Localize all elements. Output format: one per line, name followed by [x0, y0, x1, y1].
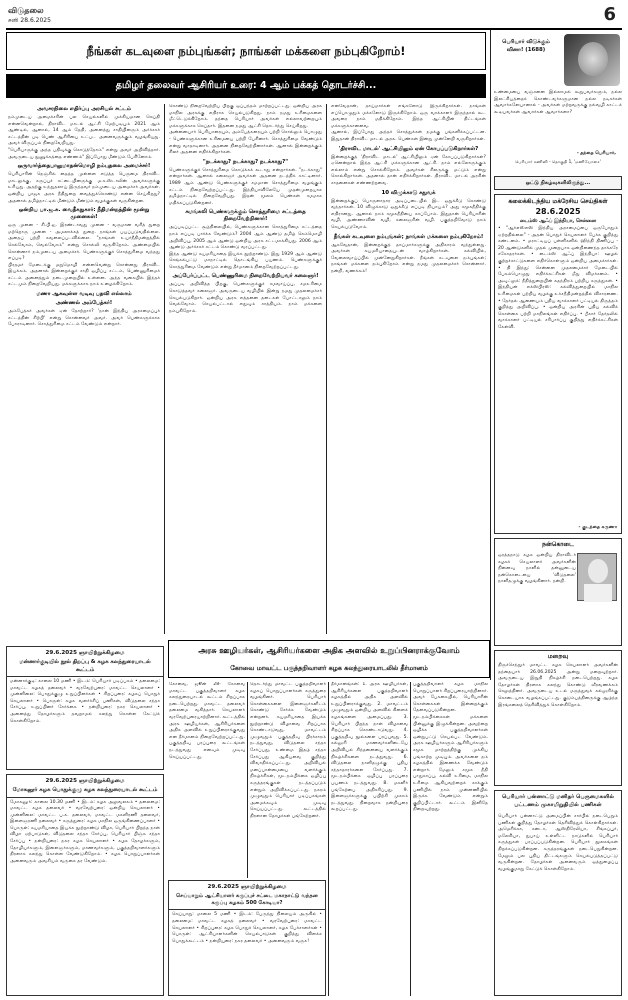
- column-3-body-5: ஆகவேதான், இன்றைக்குத் தாய்மார்களுக்கு அதிகாரம் வந்துள்ளது. அவர்கள் சுயமரியாதையுடன் வாழ்கிறார்கள். கல்வியில், வேலைவாய்ப்பில் முன்னேறுகிறார்கள். நீங்கள் கடவுளை நம்புங்கள்; நாங்கள் மக்களை நம்புகிறோம் என்று நமது முதலமைச்சர் சொன்னார். நன்றி, வணக்கம்!: [331, 242, 486, 274]
- banner-subhead: தமிழர் தலைவர் ஆசிரியர் உரை: 4 ஆம் பக்கத் தொடர்ச்சி...: [115, 80, 377, 91]
- event-1-date: 29.6.2025 ஞாயிற்றுக்கிழமை: [45, 650, 125, 656]
- event-3-body: செய்யாறு: மாலை 5 மணி • இடம்: பேருந்து நிலையம் அருகில் • தலைமை: மாவட்ட கழகத் தலைவர் • வரவேற்புரை: மாவட்ட செயலாளர் • சிறப்புரை: கழக பொதுச் செயலாளர், கழக பேச்சாளர்கள் • பொருள்: ஆட்சியாளர்களின் செயல்பாடுகள் குறித்து விளக்க பொதுக்கூட்டம் • நன்றியுரை: நகர தலைவர் • அனைவரும் வருக!: [172, 912, 322, 944]
- column-2-heading-1: "நடக்காது? நடக்காது? நடக்காது?": [202, 158, 289, 165]
- middle-rule-3: [410, 682, 411, 996]
- middle-article-col-1: [169, 682, 245, 878]
- column-2-body-5: இந்த ஆண்டு சுயமரியாதை இயக்க நூற்றாண்டு. இது 1929 ஆம் ஆண்டு செங்கல்பட்டு மாநாட்டில் தொடங்கிய பயணம். பெண்களுக்குச் சொத்துரிமை வேண்டும் என்று தீர்மானம் நிறைவேற்றப்பட்டது.: [169, 251, 322, 270]
- marappu-title: மறைவு: [547, 653, 569, 660]
- ottu-label-bar: [494, 176, 622, 190]
- donation-box: [494, 538, 622, 646]
- column-1-body-2: "பெரியாருக்கு அந்த பதிவுக்கு கொடுத்தோம்" என்று அவர் அறிவித்தார். அவருடைய நுணுக்கத்தை எண்ணம்" இப்போது மீண்டும் பேசினோம்.: [8, 147, 160, 160]
- middle-article-col-3: [331, 682, 408, 996]
- middle-col-2-text: தொடர்ந்து மாவட்ட பகுத்தறிவாளர் கழகப் பொறுப்பாளர்கள் கருத்துரை வழங்கினர். பெரியார் கொள்கைகளை இளைஞர்களிடம் கொண்டு சேர்க்க வேண்டும் என்றனர். சுயமரியாதை இயக்க நூற்றாண்டு விழாவை சிறப்பாக கொண்டாடுவது, மாவட்டம் முழுவதும் பகுத்தறிவு பிரச்சாரம் நடத்துவது, விடுதலை சந்தா சேர்ப்பது, உண்மை இதழ் சந்தா சேர்ப்பது ஆகியவை குறித்து விவாதிக்கப்பட்டது. அறிவியல் மனப்பான்மையை வளர்க்கும் நிகழ்ச்சிகள், மூடநம்பிக்கை ஒழிப்பு கருத்தரங்குகள் நடத்தப்படும் என்றும் அறிவிக்கப்பட்டது. நகரம் முழுவதும் பெரியார் படிப்பகங்கள் அமைக்கவும் முடிவு செய்யப்பட்டது. கூட்டத்தில் திரளான தோழர்கள் பங்கேற்றனர்.: [250, 682, 326, 819]
- periyar-international-box: [494, 790, 622, 996]
- middle-col-4-text: பகுத்தறிவாளர் கழக மாநில பொறுப்பாளர் சிறப்புரையாற்றினார். அவர் பேசுகையில், பெரியாரின் கொள்கைகள் இன்றைக்கும் தேவைப்படுகின்றன. மூடநம்பிக்கைகள் மக்களை பின்னுக்கு இழுக்கின்றன. அவற்றை ஒழிக்க பகுத்தறிவாளர்கள் ஒன்றுபட்டு செயல்பட வேண்டும். அரசு ஊழியர்களும் ஆசிரியர்களும் சமூக மாற்றத்திற்கு முக்கிய பங்காற்ற முடியும். அவர்களை நம் கழகத்தில் இணைக்க வேண்டும் என்றார். மேலும் சமூக நீதி பாதுகாப்பு, கல்வி உரிமை, மாநில உரிமை ஆகியவற்றைக் காக்கும் பணியில் நாம் முன்னணியில் இருக்க வேண்டும் என்றும் குறிப்பிட்டார். கூட்டம் இனிதே நிறைவுற்றது.: [413, 682, 488, 813]
- col-rule-2: [326, 104, 327, 634]
- middle-headline-box: [168, 640, 490, 678]
- quiz-title: பெரியார் விடுக்கும் வினா! (1688): [502, 39, 550, 53]
- column-2-heading-2: சுமங்கலி பெண்களுக்கும் சொத்துரிமை சட்டத்தை நிறைவேற்றினார்!: [185, 209, 306, 223]
- event-1-title: மன்னார்குடியில் நூல் திறப்பு & கழக கலந்துரையாடல் கூட்டம்: [7, 657, 163, 677]
- event-2-body: மோகனூர்: காலை 10.30 மணி • இடம்: கழக அலுவலகம் • தலைமை: மாவட்ட கழக தலைவர் • வரவேற்புரை: ஒன்றிய செயலாளர் • முன்னிலை: மாவட்ட ப.க. தலைவர், மாவட்ட மகளிரணி தலைவர், இளைஞரணி தலைவர் • கருத்துரை: கழக மாநில ஒருங்கிணைப்பாளர் • பொருள்: சுயமரியாதை இயக்க நூற்றாண்டு விழா, பெரியார் பிறந்த நாள் விழா ஏற்பாடுகள், விடுதலை சந்தா சேர்ப்பு, பெரியார் பிஞ்சு சந்தா சேர்ப்பு • நன்றியுரை: நகர கழக செயலாளர் • கழக தோழர்களும், தோழியர்களும், இளைஞர்களும், மாணவர்களும், பகுத்தறிவாளர்களும் திரளாக கலந்து கொள்ள வேண்டுகிறோம். • கழக பொறுப்பாளர்கள் அனைவரும் அவசியம் வருகை தர வேண்டும்.: [10, 799, 160, 864]
- periyar-international-body: பெரியார் பன்னாட்டு அமைப்பின் சார்பில் நடைபெறும் பணிகள் குறித்து தோழர்கள் தெரிவித்துக் கொள்கிறார்கள். அமெரிக்கா, கனடா, ஆஸ்திரேலியா, சிங்கப்பூர், மலேசியா, துபாய் உள்ளிட்ட நாடுகளில் பெரியார் கருத்துகள் பரப்பப்படுகின்றன. பெரியார் நூலகங்கள் திறக்கப்படுகின்றன. கருத்தரங்குகள் நடைபெறுகின்றன. மேலும் பல புதிய திட்டங்களும் செயல்படுத்தப்பட்டு வருகின்றன. தோழர்கள் அனைவரும் ஒத்துழைப்பு வழங்குமாறு கேட்டுக் கொள்கிறோம்.: [498, 814, 618, 872]
- middle-rule-2: [328, 682, 329, 996]
- event-3-title: செய்யாறும் ஆட்சியாளர் கருப்புச் சட்டை மகாநாட்டு வந்தன கருப்பு கழகம் 500 கோடியா?: [169, 891, 325, 910]
- article-column-3: [331, 104, 486, 634]
- column-1-body-1: நம்முடைய அமைச்சரின் பல செயல்களில் முக்கியமான செய்தி என்னவென்றால், திராவிட மாடல் ஆட்சி மேற்படியும் 2021 ஆம் ஆண்டில், ஆனால், 14 ஆம் தேதி, அனைத்து சாதியினரும் அர்ச்சகர் சட்டத்தின் படி பெண் ஆசிரியை உட்பட அனைவருக்கும் வழங்கியது. அவர் விருப்பம் நிறைவேறியது.: [8, 115, 160, 147]
- event-3-date: 29.6.2025 ஞாயிற்றுக்கிழமை: [207, 884, 287, 890]
- periyar-quiz-box: [494, 32, 622, 172]
- middle-headline: அரசு ஊழியர்கள், ஆசிரியர்களை அதிக அளவில் உறுப்பினராக்குவோம்: [198, 646, 460, 655]
- column-3-heading-3: நீங்கள் கடவுளை நம்புங்கள்; நாங்கள் மக்களை நம்புகிறோம்!: [333, 233, 484, 240]
- issue-date: சனி 28.6.2025: [8, 17, 51, 24]
- column-3-body-2: ஆனால், இப்போது அந்தச் சொத்துக்கள் நமக்கு பங்களிக்கப்பட்டன. இதுதான் திராவிட மாடல் அரசு. பெண்கள் இன்று முன்னேறி வருகிறார்கள்.: [331, 130, 486, 142]
- article-column-1: [8, 104, 160, 644]
- column-1-heading-5: அண்ணல் அம்பேத்கர்!: [55, 300, 113, 307]
- column-2-body-6: அப்படி அறிவித்த பிறகு, பெண்களுக்குச் சமவாய்ப்பு, சமஉரிமை கொடுத்தவர் கலைஞர். அவருடைய வழியில் இன்று நமது முதலமைச்சர் செயல்படுகிறார். ஒன்றிய அரசு எத்தனை தடைகள் போட்டாலும் நாம் வெல்வோம். செயல்பட்டால் எதுவும் சாத்தியம். நாம் மக்களை நம்புகிறோம்.: [169, 282, 322, 314]
- event-notice-2: [6, 774, 164, 996]
- news-digest-date: 28.6.2025: [535, 207, 581, 216]
- col-rule-1: [164, 104, 165, 634]
- newspaper-name: விடுதலை: [8, 6, 44, 15]
- marappu-box: [494, 650, 622, 786]
- column-1-heading-2: ஒருவார்த்தைபாலுமாதன்மொழி நம்புதலை அமைச்சர்!: [17, 163, 151, 170]
- periyar-international-title: பெரியார் பன்னாட்டு மனிதர் பெருமைகளில் பட்டணம் முகாமிறுதியில் பணிகள்: [501, 794, 615, 808]
- middle-col-3-text: தீர்மானங்கள்: 1. அரசு ஊழியர்கள், ஆசிரியர்களை பகுத்தறிவாளர் கழகத்தில் அதிக அளவில் உறுப்பினராக்குவது. 2. மாவட்டம் முழுவதும் ஒன்றிய அளவில் கிளைக் கழகங்களை அமைப்பது. 3. பெரியார் பிறந்த நாள் விழாவை சிறப்பாக கொண்டாடுவது. 4. பகுத்தறிவு நூல்களை பரப்புவது. 5. கல்லூரி மாணவர்களிடையே அறிவியல் சிந்தனையை வளர்க்கும் நிகழ்ச்சிகளை நடத்துவது. 6. விடுதலை நாளிதழுக்கு புதிய சந்தாதாரர்களை சேர்ப்பது. 7. மூடநம்பிக்கை ஒழிப்பு பரப்புரை பயணம் நடத்துவது. 8. மகளிர் பங்கேற்பை அதிகரிப்பது. 9. இளைஞர்களுக்கு பயிற்சி முகாம் நடத்துவது. நிறைவாக நன்றியுரை கூறப்பட்டது.: [331, 682, 408, 813]
- news-digest-source: டைம்ஸ் ஆஃப் இந்தியா, சென்னை: [519, 219, 597, 224]
- col-rule-3: [490, 30, 491, 680]
- news-digest-title: கலைக்கிடந்திய மக்ரேசிய செய்திகள்: [508, 198, 608, 205]
- donation-title: நன்கொடை: [542, 541, 574, 548]
- donation-photo: [577, 553, 617, 601]
- column-1-heading-4: மணா ஆகவுள்ள வடிவு பதவி எல்லாம்: [36, 291, 132, 298]
- column-1-body-5: பிரதமர் மேடைக்கு மறுமொழி என்னவென்று சொன்னது திராவிட இயக்கம். அதனால் இன்றைக்குச் சாதி ஒழிப்பு சட்டம், பெண்ணுரிமைச் சட்டம் அனைத்தும் நடைமுறையில் உள்ளன. அந்த வகையில் இந்தச் சட்டமும் நிறைவேறியது. மக்களுக்காக நாம் உழைக்கிறோம்.: [8, 262, 160, 288]
- event-2-date: 29.6.2025 ஞாயிற்றுக்கிழமை: [45, 778, 125, 784]
- header: [6, 4, 622, 30]
- column-1-body-4: ஒரு முனை - சி.பி.ஐ. இரண்டாவது முனை - வருமான வரித் துறை மற்றொரு முனை - அமலாக்கத் துறை. நாங்கள் பயப்படுவதில்லை. அதைப் பற்றி கவலைப்படவில்லை. "நாங்கள் உயர்நீதிமன்றத்தில் செல்வோம், வெல்வோம்" என்று சொல்லி வருகிறோம். அண்மையில் சொன்னார் நம்முடைய அமைச்சர். பெண்களுக்குச் சொத்துரிமை வந்தது எப்படி?: [8, 223, 160, 262]
- column-2-body-2: அன்னையார் பெரியாரையும், அம்பேத்கரையும் பற்றி சொல்லும் பொழுது - பெண்களுக்கான உரிமையை பற்றி பேசினார். சொத்துரிமை வேண்டும் என்று வாதாடினார். அதனை நிறைவேற்றினார்கள். ஆனால் இன்றைக்கும் சிலர் அதனை எதிர்க்கிறார்கள்.: [169, 130, 322, 156]
- banner-headline-box: [6, 32, 486, 70]
- middle-col-1-text: கோவை, ஜூன் 28- கோவை மாவட்ட பகுத்தறிவாளர் கழக கலந்துரையாடல் கூட்டம் சிறப்பாக நடைபெற்றது. மாவட்ட தலைவர் தலைமை வகித்தார். செயலாளர் வரவேற்புரையாற்றினார். கூட்டத்தில் அரசு ஊழியர்கள், ஆசிரியர்களை அதிக அளவில் உறுப்பினராக்குவது என தீர்மானம் நிறைவேற்றப்பட்டது. பகுத்தறிவு பரப்புரை கூட்டங்கள் நடத்துவது எனவும் முடிவு செய்யப்பட்டது.: [169, 682, 245, 760]
- event-notice-3: [168, 880, 326, 996]
- column-1-body-3: பெரியாரின் நெஞ்சில் தைத்த முள்ளை எடுத்த பெருமை திராவிட மாடலுக்கு, கருப்புச் சட்டையினருக்கு ம.க.ஸ்டாலின் அவர்களுக்கு உரியது. அதற்கு உந்துதலாய் இருந்தவர் நம்முடைய அமைச்சர் அவர்கள். ஒன்றிய பாஜக அரசு நீதிதுறை வைத்துக்கொண்டு என்ன செய்கிறது? அதனால் தமிழ்நாட்டில் மீண்டும் மீண்டும் வழக்குகள் வருகின்றன.: [8, 172, 160, 204]
- column-3-body-3: இன்றைக்குத் 'திராவிட மாடல்' ஆட்சியிலும் ஏன் கோபப்படுகிறார்கள்? ஏனென்றால் இந்த ஆட்சி மக்களுக்கான ஆட்சி. நாம் எல்லோருக்கும் எல்லாம் என்று சொல்கிறோம். அவர்கள் சிலருக்கு மட்டும் என்று சொல்கிறார்கள். அதனால் தான் எதிர்க்கிறார்கள். திராவிட மாடல் அரசின் சாதனைகள் எண்ணற்றவை.: [331, 154, 486, 186]
- quiz-quote-source: பெரியார் கணினி - தொகுதி 1, 'மணியோசை': [515, 159, 601, 164]
- event-1-body: மன்னார்குடி: காலை 10 மணி • இடம்: பெரியார் படிப்பகம் • தலைமை: மாவட்ட கழகத் தலைவர் • வரவேற்புரை: மாவட்ட செயலாளர் • முன்னிலை: பொதுக்குழு உறுப்பினர்கள் • சிறப்புரை: கழகப் பொதுச் செயலாளர் • பொருள்: கழக வளர்ச்சிப் பணிகள், விடுதலை சந்தா சேர்ப்பு, உறுப்பினர் சேர்க்கை • நன்றியுரை: நகர செயலாளர் • அனைத்து தோழர்களும் தவறாமல் கலந்து கொள்ள கேட்டுக் கொள்கிறோம்.: [10, 679, 160, 724]
- column-1-body-6: அம்பேத்கர் அவர்கள் ஏன் தோற்றார்? 'நான் இந்திய அரசமைப்புச் சட்டத்தின் சிற்பி' என்று சொன்னவர் அவர். அவர் பெண்களுக்காக போராடினார். சொத்துரிமை சட்டம் வேண்டும் என்றார்.: [8, 309, 160, 328]
- news-digest-box: [494, 194, 622, 534]
- column-2-body-1: கொண்டு நிறைவேற்றிய பிறகு ஒப்பந்தம் மாற்றப்பட்டது. ஒன்றிய அரசு மாநில அரசுக்கு எதிராக செயல்படுகிறது. நாம் நமது உரிமைகளை மீட்டெடுக்கிறோம். தந்தை பெரியார் அவர்கள் எல்லாவற்றையும் மக்களுக்காக செய்தார். இதனை நமது ஆட்சி தொடர்ந்து செய்கிறது.: [169, 104, 322, 129]
- event-2-title: மோகனூர் கழக பொதுக்குழு கழக கலந்துரையாடல் கூட்டம்: [7, 785, 163, 798]
- column-2-body-4: அப்படிப்பட்ட சூழ்நிலையில், பெண்களுக்கான சொத்துரிமை சட்டத்தை நாம் எப்படி பார்க்க வேண்டும்? 2004 ஆம் ஆண்டு தமிழ் செம்மொழி அறிவிப்பு, 2005 ஆம் ஆண்டு ஒன்றிய அரசு சட்டமாக்கியது. 2006 ஆம் ஆண்டு அர்ச்சகர் சட்டம் கொண்டு வரப்பட்டது.: [169, 225, 322, 251]
- marappu-body: திருச்செந்தூர் மாவட்ட கழக செயலாளர் அவர்களின் தந்தையார் 26.06.2025 அன்று மறைவுற்றார். அவருடைய இறுதி நிகழ்ச்சி நடைபெற்றது. கழக தோழர்கள் திரளாக கலந்து கொண்டு வீரவணக்கம் செலுத்தினர். அவருடைய உடல் மருத்துவக் கல்லூரிக்கு கொடையாக வழங்கப்பட்டது. குடும்பத்தினருக்கு ஆழ்ந்த இரங்கலைத் தெரிவித்துக் கொள்கிறோம்.: [498, 663, 618, 708]
- column-3-heading-1: 'திராவிட மாடல்' ஆட்சியிலும் ஏன் கோபப்படுகிறார்கள்?: [338, 145, 479, 152]
- event-notice-1: [6, 646, 164, 770]
- column-1-heading-3: ஒன்றிய பா.ஜ.க. வைதீகநுகார்: நீதிமன்றத்தின் மூன்று முனைகள்!: [18, 207, 150, 221]
- quiz-quote-author: - தந்தை பெரியார்,: [576, 151, 616, 156]
- donation-body: ஒரத்தநாடு கழக ஒன்றிய திராவிடர் கழகச் செயலாளர் அவர்களின் நினைவு நாளில் தன்னுடைய நன்கொடையை 'விடுதலை' நாளிதழுக்கு வழங்கினார். நன்றி.: [498, 553, 576, 585]
- page-number: 6: [603, 4, 616, 25]
- news-digest-signoff: - குடந்தை கருணா: [578, 525, 617, 530]
- column-3-body-1: எனவேதான், தாய்மார்கள் எங்களோடு இருக்கிறார்கள். நாங்கள் எப்பொழுதும் மக்களோடு இருக்கிறோம். ஒரு வாக்காளர் இருந்தால் கூட அவரை நாம் மதிக்கிறோம். இந்த ஆட்சியின் திட்டங்கள் மக்களுக்கானவை.: [331, 104, 486, 129]
- periyar-portrait: [564, 34, 620, 86]
- ottu-label: ஒட்டு நிகழ்வுகளிலிருந்து...: [525, 180, 591, 186]
- article-column-2: [169, 104, 322, 634]
- quiz-quote: உண்மையை வஞ்சனை இல்லாமல் கூறுபவர்களும், நல்ல இலட்சியத்தைக் கொண்டவர்களுமான நல்ல நடிகர்கள் ஆவார்களேயானால் - அவர்கள் மற்றவருக்கு நல்வழி காட்டக் கூடியவர்கள் ஆவார்கள் ஆவார்களா?: [494, 90, 622, 115]
- middle-rule-1: [247, 682, 248, 878]
- middle-article-col-4: [413, 682, 488, 996]
- column-3-heading-2: 10 விழுக்காடு சதுவக்: [381, 189, 436, 196]
- banner-subhead-box: [6, 74, 486, 98]
- column-2-heading-3: அப்பேர்ப்பட்ட பெண்ணுரிமை நிறைவேற்றியவர் கலைஞர்!: [172, 273, 319, 280]
- banner-headline: நீங்கள் கடவுளை நம்புங்கள்; நாங்கள் மக்களை நம்புகிறோம்!: [86, 44, 406, 58]
- column-2-body-3: பெண்களுக்குச் சொத்துரிமை கொடுக்கக் கூடாது என்றார்கள். "நடக்காது" என்றார்கள். ஆனால் கலைஞர் அவர்கள் அதனை நடத்திக் காட்டினார். 1989 ஆம் ஆண்டு பெண்களுக்குச் சமமான சொத்துரிமை வழங்கும் சட்டம் நிறைவேற்றப்பட்டது. இந்தியாவிலேயே முதன்முறையாக தமிழ்நாட்டில் நிறைவேறியது. இதன் மூலம் பெண்கள் சமமாக மதிக்கப்படுகின்றனர்.: [169, 167, 322, 206]
- middle-subhead: கோவை மாவட்ட பகுத்தறிவாளர் கழக கலந்துரையாடலில் தீர்மானம்: [230, 664, 428, 672]
- news-digest-body: • "ஆர்எஸ்எஸ் இந்திய அரசமைப்பை ஒருபோதும் ஏற்றதில்லை" - அதன் பொதுச் செயலாளர் பேச்சு குறித்து கண்டனம். • மராட்டியப் பள்ளிகளில் ஹிந்தி திணிப்பு - 20 ஆண்டுகளில் முதல் முறையாக ஒன்றிணைந்த தாக்கரே சகோதரர்கள். • டைம்ஸ் ஆஃப் இந்தியா: ஊழல் குற்றச்சாட்டுகளை எதிர்கொள்ளும் ஒன்றிய அமைச்சர்கள். • தி இந்து: சென்னை முதலமைச்சர் மேடையில் பேசும்பொழுது எதிர்க்கட்சிகள் மீது விமர்சனம். • அவுட்லுக்: நீதித்துறையின் சுதந்திரம் பற்றிய கருத்துகள். • இந்தியன் எக்ஸ்பிரஸ்: கல்வித்துறையில் மாநில உரிமைகள் பற்றிய வழக்கு உச்சநீதிமன்றத்தில் விசாரணை. • தேர்தல் ஆணையம் புதிய வாக்காளர் பட்டியல் திருத்தம் குறித்து அறிவிப்பு. • ஒன்றிய அரசின் புதிய கல்விக் கொள்கை பற்றி மாநிலங்கள் எதிர்ப்பு. • பீகார் தேர்தலில் வாக்காளர் பட்டியல் சரிபார்ப்பு குறித்து எதிர்க்கட்சிகள் கேள்வி.: [498, 226, 618, 330]
- column-1-heading-1: அவசரநிலை எதிர்ப்பு அரசியல் சட்டம்: [36, 106, 132, 112]
- column-3-body-4: இன்றைக்குப் பொருளாதார அடிப்படையில் இட ஒதுக்கீடு கொண்டு வந்தார்கள். 10 விழுக்காடு ஒதுக்கீடு எப்படி நியாயம்? அது சமூகநீதிக்கு எதிரானது. ஆனால் நாம் சமூகநீதியை காப்போம். இதுதான் பெரியாரின் வழி, அண்ணாவின் வழி, கலைஞரின் வழி. பகுத்தறிவோடு நாம் செயல்படுவோம்.: [331, 198, 486, 230]
